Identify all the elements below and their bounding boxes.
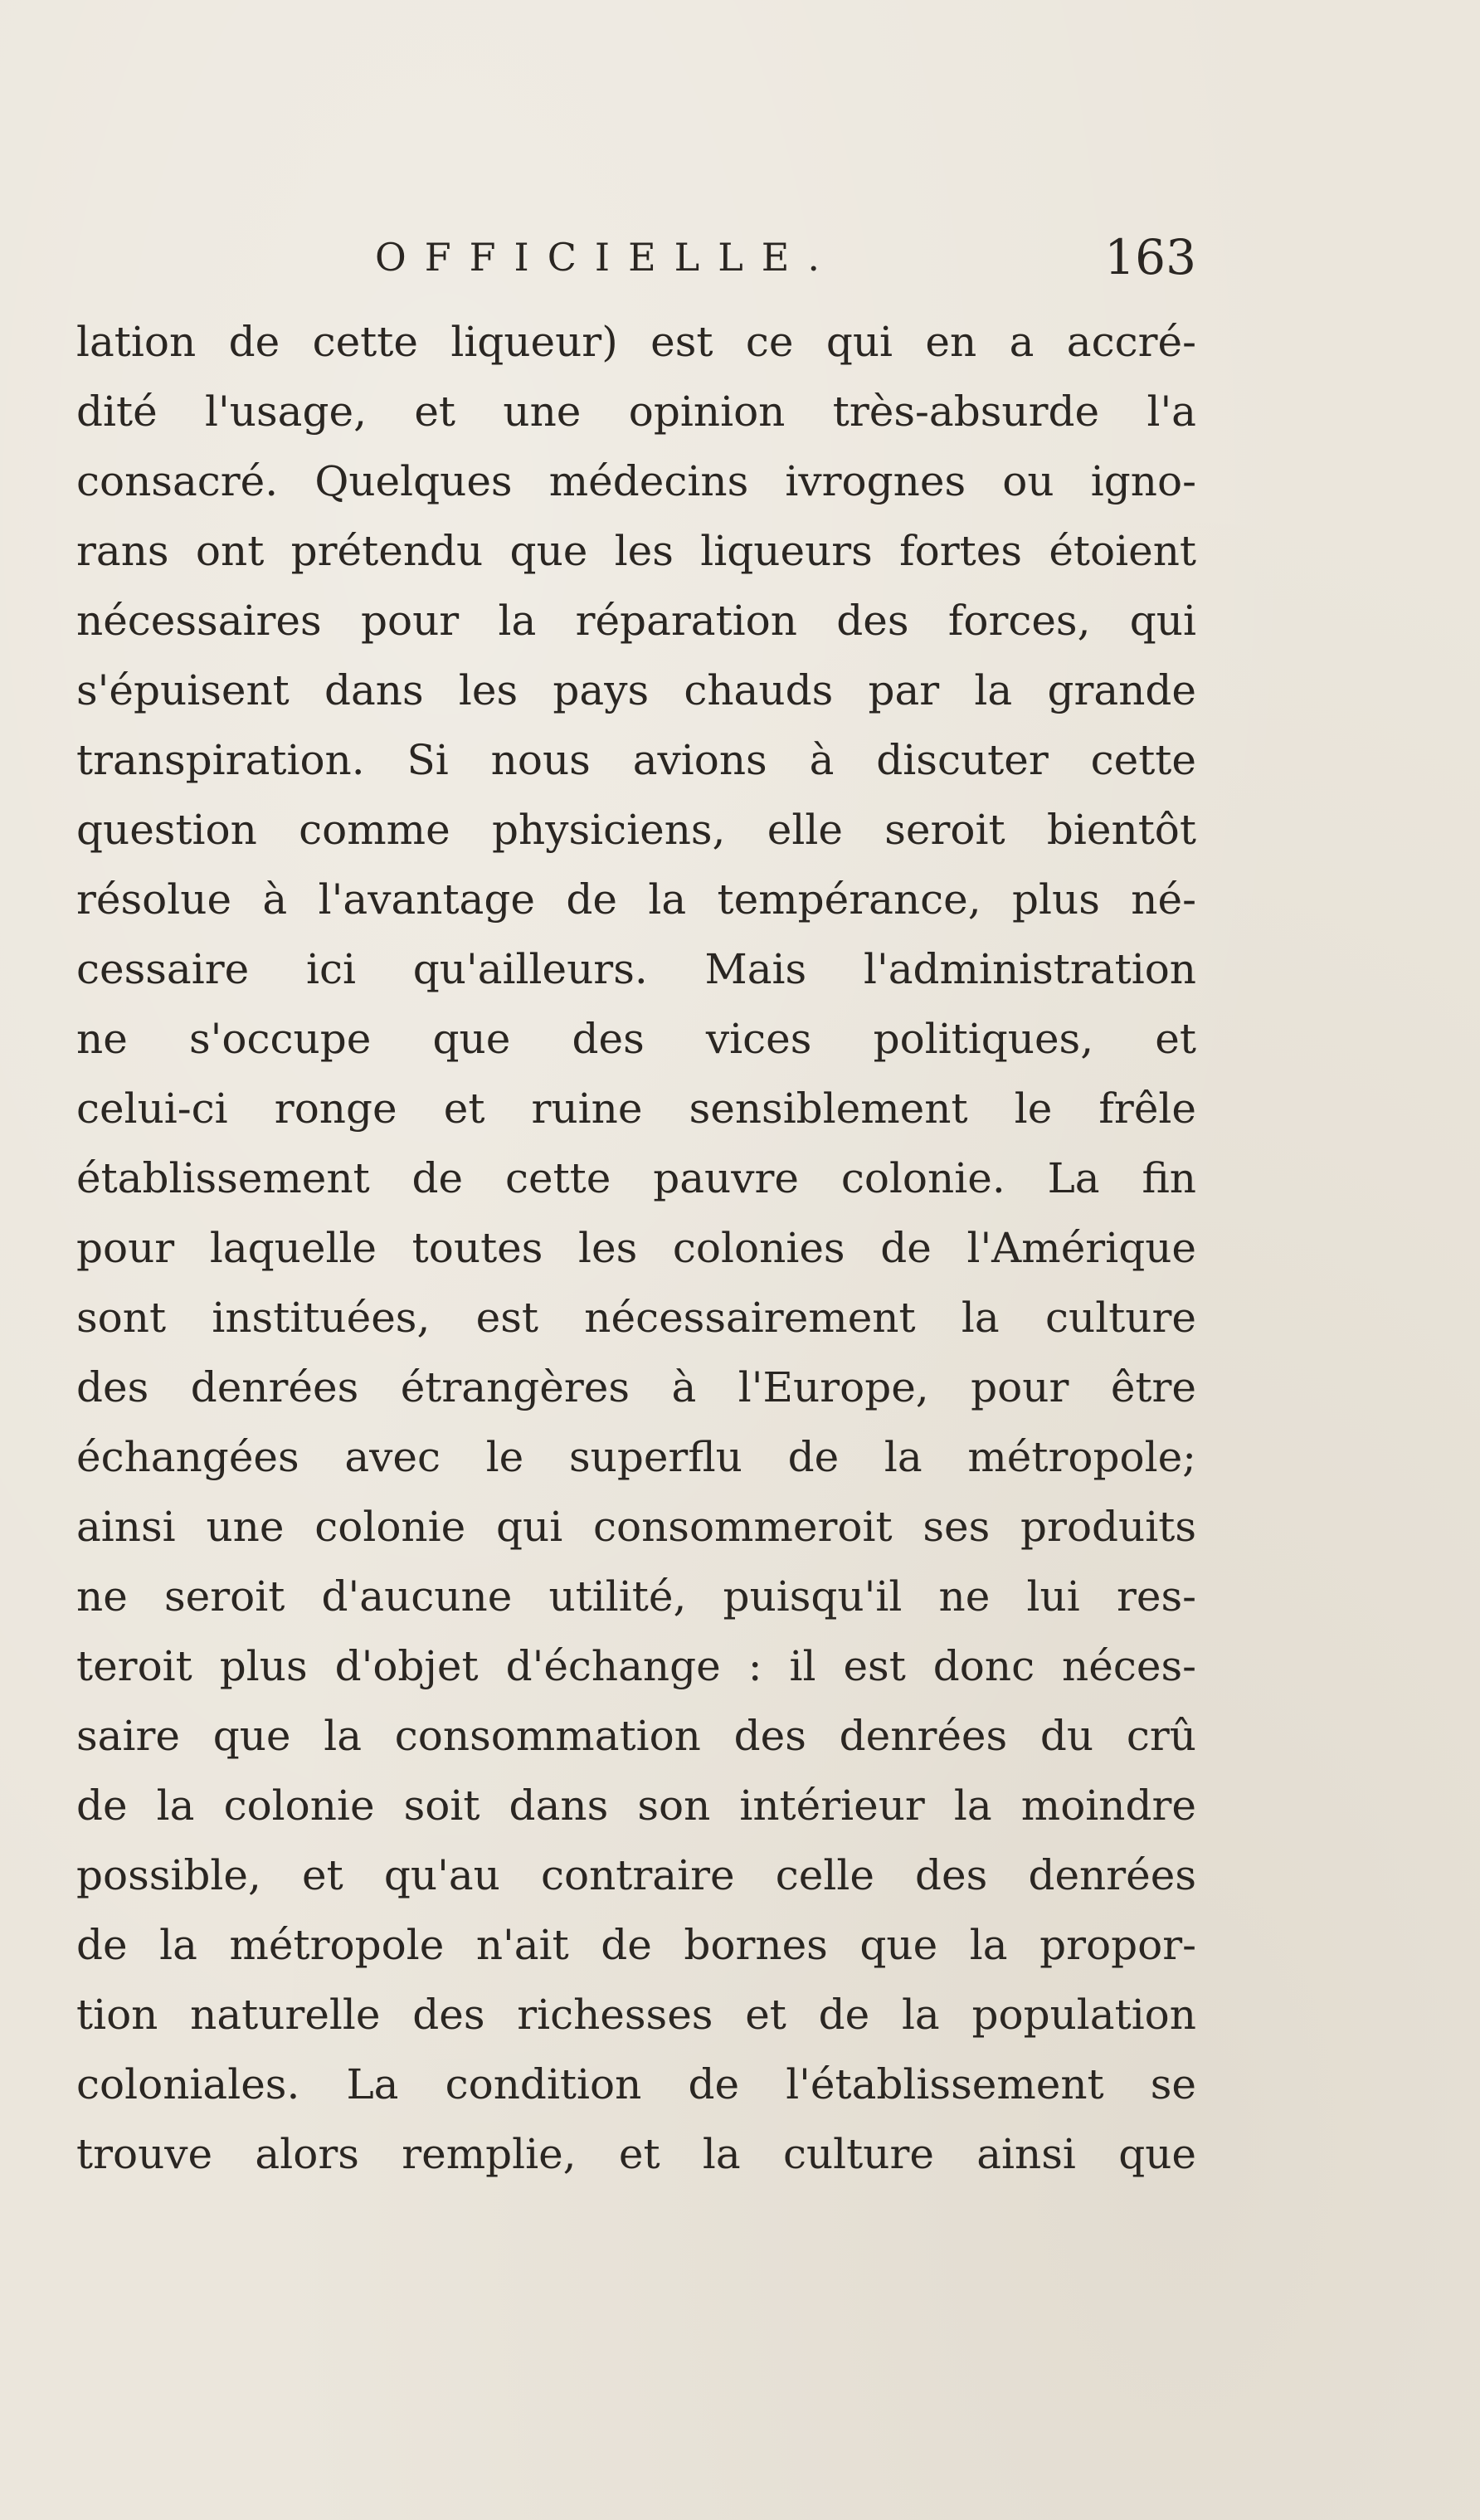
text-line: échangées avec le superflu de la métropole; [76, 1433, 1196, 1481]
text-line: s'épuisent dans les pays chauds par la grande [76, 666, 1196, 714]
text-line: question comme physiciens, elle seroit bientôt [76, 806, 1196, 854]
text-line: des denrées étrangères à l'Europe, pour être [76, 1363, 1196, 1411]
text-line: celui-ci ronge et ruine sensiblement le frêle [76, 1085, 1196, 1133]
text-line: dité l'usage, et une opinion très-absurde l'a [76, 388, 1196, 436]
text-line: pour laquelle toutes les colonies de l'Amérique [76, 1224, 1196, 1272]
text-line: ne seroit d'aucune utilité, puisqu'il ne lui res- [76, 1572, 1196, 1621]
text-line: ainsi une colonie qui consommeroit ses produits [76, 1503, 1196, 1551]
running-head: OFFICIELLE. [375, 235, 838, 280]
text-line: lation de cette liqueur) est ce qui en a accré- [76, 318, 1196, 366]
text-line: rans ont prétendu que les liqueurs fortes étoient [76, 527, 1196, 575]
body-text [76, 307, 1196, 2189]
text-line: coloniales. La condition de l'établissement se [76, 2060, 1196, 2108]
text-line: nécessaires pour la réparation des forces, qui [76, 597, 1196, 645]
text-line: résolue à l'avantage de la tempérance, plus né- [76, 875, 1196, 924]
page-header [76, 224, 1196, 290]
text-line: tion naturelle des richesses et de la population [76, 1991, 1196, 2039]
text-line: de la colonie soit dans son intérieur la moindre [76, 1782, 1196, 1830]
text-line: saire que la consommation des denrées du crû [76, 1712, 1196, 1760]
text-line: trouve alors remplie, et la culture ainsi que [76, 2130, 1196, 2178]
text-line: sont instituées, est nécessairement la culture [76, 1294, 1196, 1342]
text-line: transpiration. Si nous avions à discuter cette [76, 736, 1196, 784]
text-line: possible, et qu'au contraire celle des denrées [76, 1851, 1196, 1899]
page-number: 163 [1104, 229, 1196, 285]
text-line: de la métropole n'ait de bornes que la propor- [76, 1921, 1196, 1969]
text-line: ne s'occupe que des vices politiques, et [76, 1015, 1196, 1063]
text-line: consacré. Quelques médecins ivrognes ou igno- [76, 457, 1196, 505]
text-line: teroit plus d'objet d'échange : il est donc néces- [76, 1642, 1196, 1690]
text-line: cessaire ici qu'ailleurs. Mais l'administration [76, 945, 1196, 993]
text-line: établissement de cette pauvre colonie. La fin [76, 1154, 1196, 1202]
